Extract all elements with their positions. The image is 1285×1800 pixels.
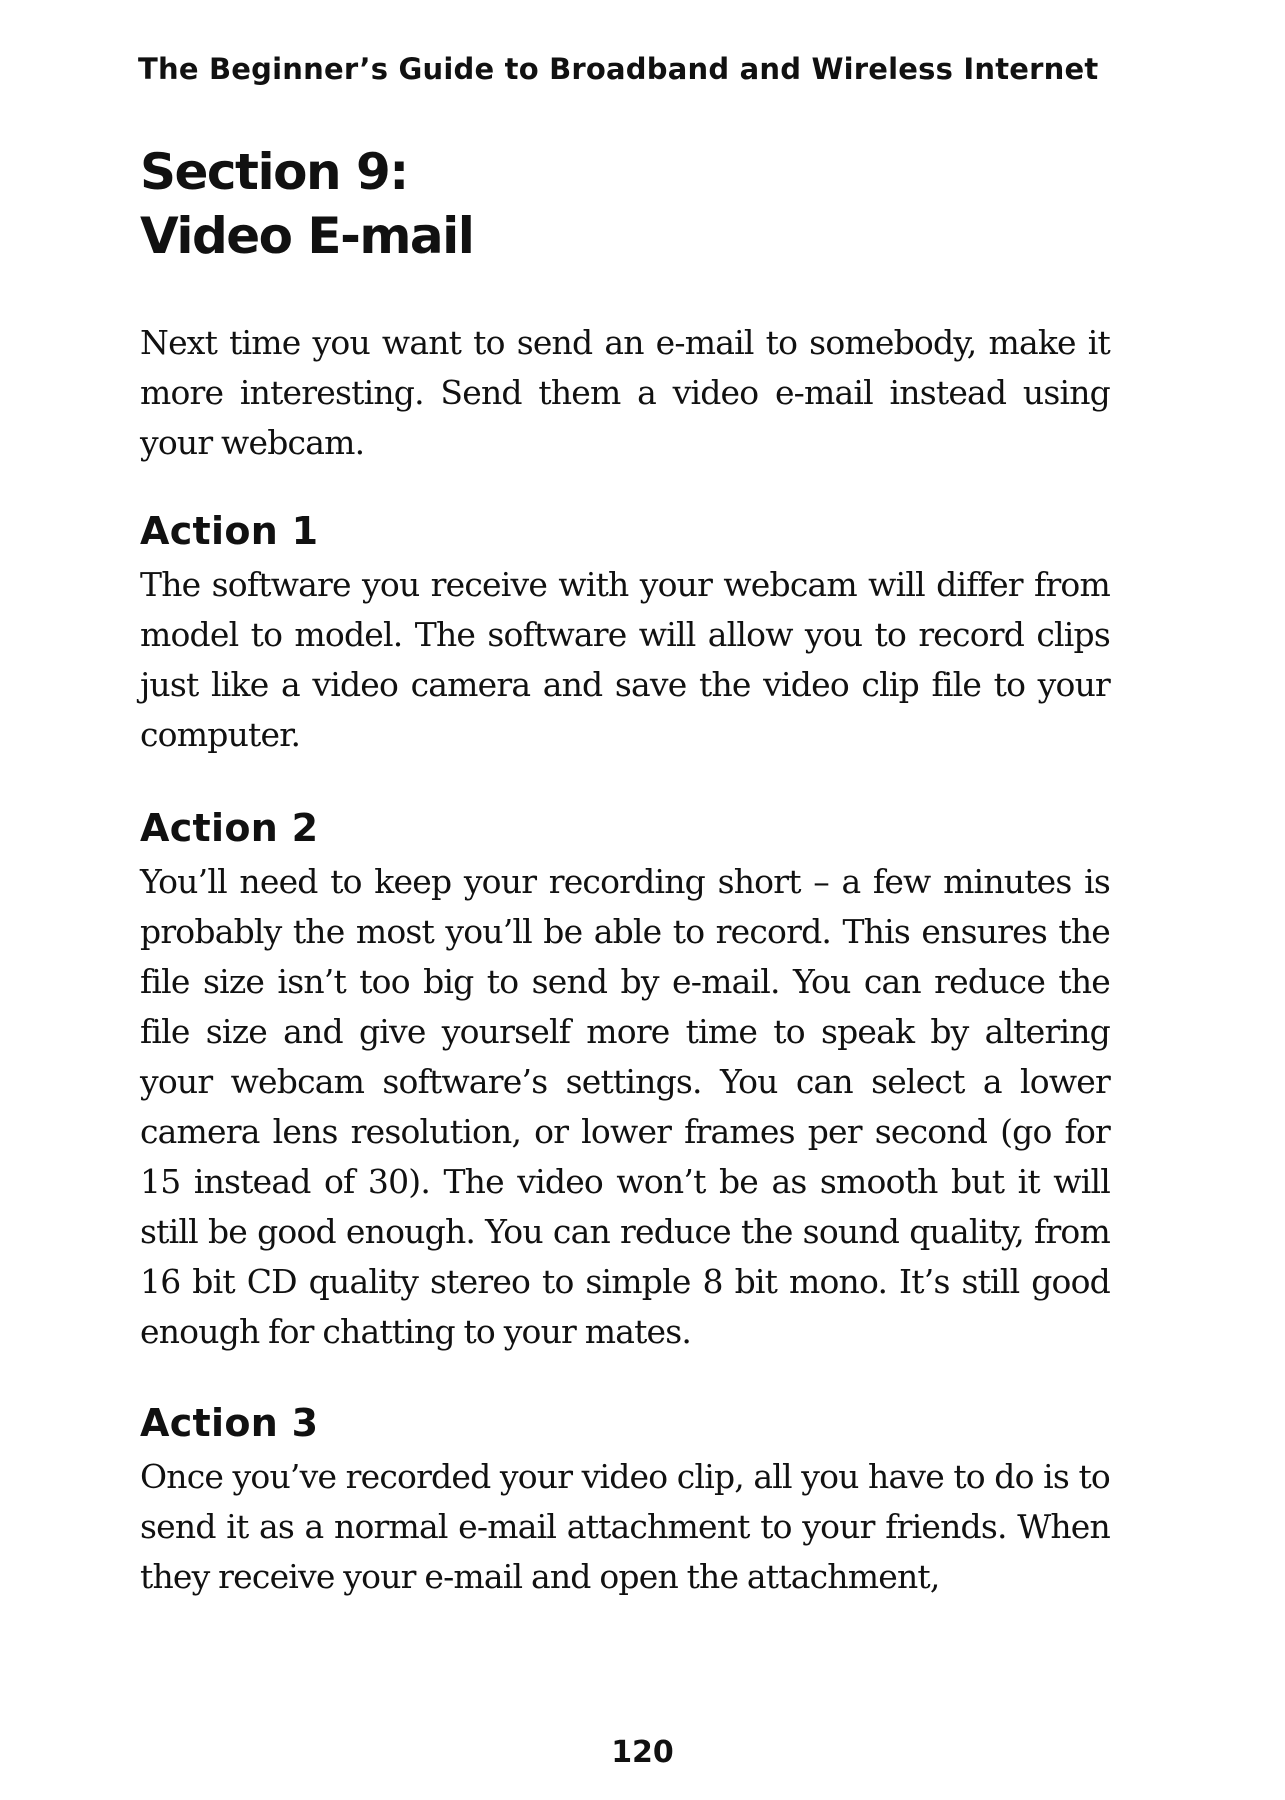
action-3-heading: Action 3 <box>140 1401 319 1445</box>
action-2-text: You’ll need to keep your recording short – a few minutes is probably the most you’ll be able to record. This ensures the file size isn’t too big to send by e-mail. You can reduce the file size and give yourself more time to speak by altering your webcam software’s settings. You can select a lower camera lens resolution, or lower frames per second (go for 15 instead of 30). The video won’t be as smooth but it will still be good enough. You can reduce the sound quality, from 16 bit CD quality stereo to simple 8 bit mono. It’s still good enough for chatting to your mates. <box>140 862 1110 1351</box>
action-1-text: The software you receive with your webcam will differ from model to model. The software will allow you to record clips just like a video camera and save the video clip file to your computer. <box>140 565 1110 754</box>
section-title <box>140 140 1140 268</box>
action-1-heading: Action 1 <box>140 509 319 553</box>
running-header: The Beginner’s Guide to Broadband and Wireless Internet <box>138 52 1099 86</box>
intro-paragraph-block <box>140 318 1110 468</box>
action-3-text: Once you’ve recorded your video clip, all you have to do is to send it as a normal e-mail attachment to your friends. When they receive your e-mail and open the attachment, <box>140 1457 1110 1596</box>
action-1 <box>140 508 1110 760</box>
page-number: 120 <box>611 1735 674 1770</box>
action-2 <box>140 805 1110 1357</box>
section-number: Section 9: <box>140 143 408 201</box>
intro-paragraph: Next time you want to send an e-mail to somebody, make it more interesting. Send them a video e-mail instead using your webcam. <box>140 323 1110 462</box>
action-3 <box>140 1400 1110 1602</box>
section-name: Video E-mail <box>140 207 474 265</box>
action-2-heading: Action 2 <box>140 806 319 850</box>
